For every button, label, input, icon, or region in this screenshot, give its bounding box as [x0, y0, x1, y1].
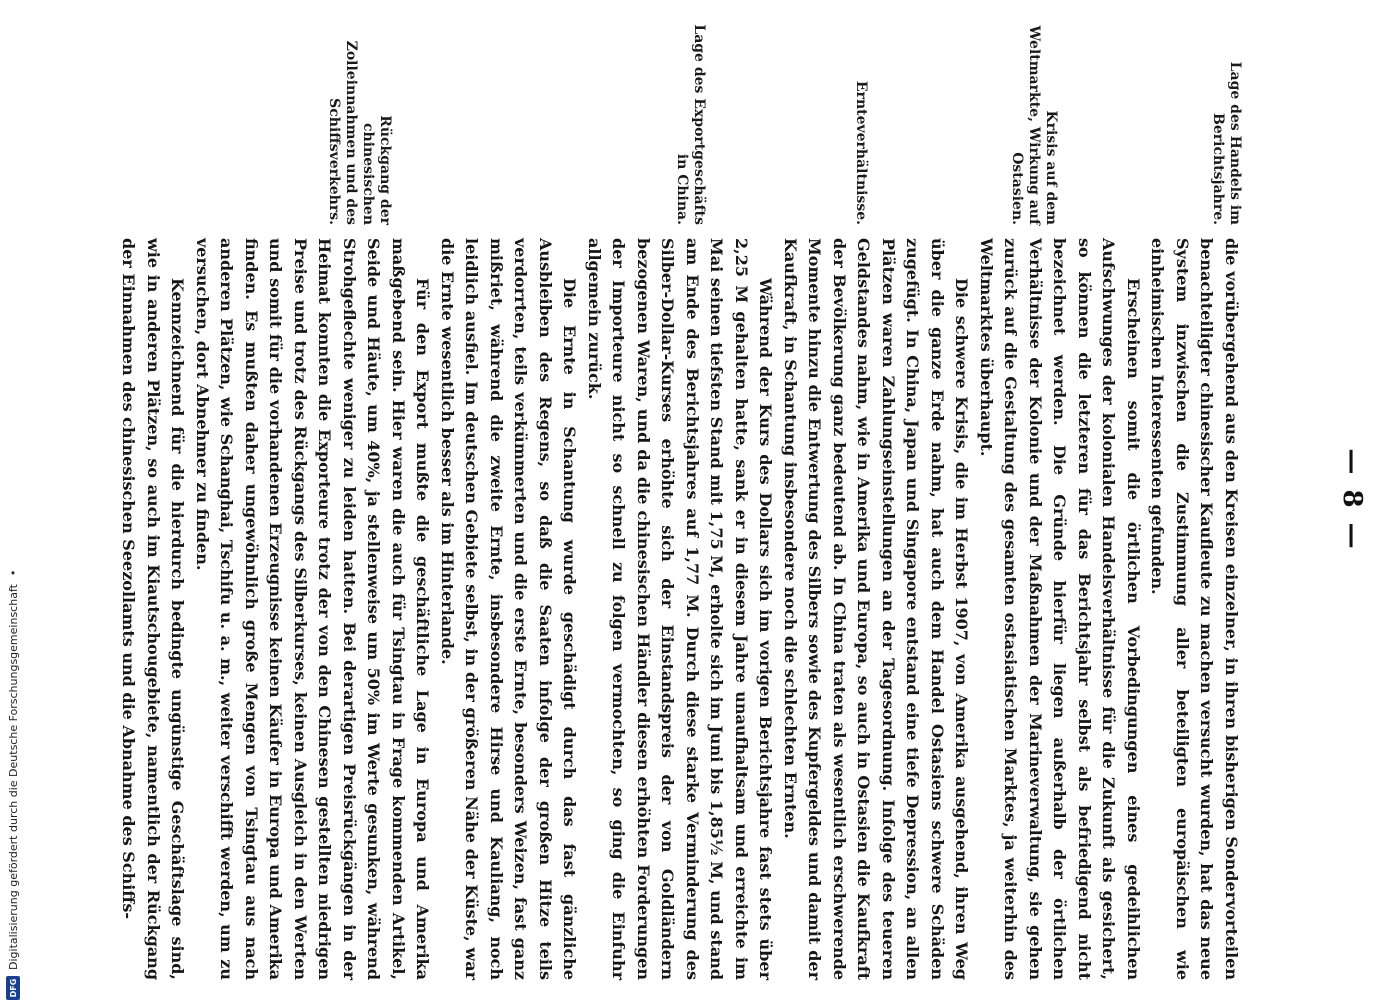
dfg-logo-icon: DFG: [6, 976, 20, 1000]
paragraph: Kennzeichnend für die hierdurch bedingte ungünstige Geschäftslage sind, wie in anderen Plätzen, so auch im Kiautschougebiete, namentlich der Rückgang der Einnahmen des chinesischen Seezollamts und die Abnahme des Schiffs-: [119, 238, 188, 980]
margin-note-export: Lage des Exportgeschäfts in China.: [674, 24, 707, 225]
paragraph: Erscheinen somit die örtlichen Vorbedingungen eines gedeihlichen Aufschwunges der kolonialen Handelsverhältnisse für die Zukunft als gesichert, so können die letzteren für das Berichtsjahr selbst als befriedigend nicht bezeichnet werden. Die Gründe hierfür liegen außerhalb der örtlichen Verhältnisse der Kolonie und der Maßnahmen der Marineverwaltung, sie gehen zurück auf die Gestaltung des gesamten ostasiatischen Marktes, ja weiterhin des Weltmarktes überhaupt.: [977, 238, 1143, 980]
paragraph: die vorübergehend aus den Kreisen einzelner, in ihren bisherigen Sondervorteilen benachteiligter chinesischer Kaufleute zu machen versucht wurden, hat das neue System inzwischen die Zustimmung aller beteiligten europäischen wie einheimischen Interessenten gefunden.: [1148, 238, 1241, 980]
paragraph: Die schwere Krisis, die im Herbst 1907, von Amerika ausgehend, ihren Weg über die ganze Erde nahm, hat auch dem Handel Ostasiens schwere Schäden zugefügt. In China, Japan und Singapore entstand eine tiefe Depression, an allen Plätzen waren Zahlungseinstellungen an der Tagesordnung. Infolge des teueren Geldstandes nahm, wie in Amerika und Europa, so auch in Ostasien die Kaufkraft der Bevölkerung ganz bedeutend ab. In China traten als wesentlich erschwerende Momente hinzu die Entwertung des Silbers sowie des Kupfergeldes und damit der Kaufkraft, in Schantung insbesondere noch die schlechten Ernten.: [781, 238, 972, 980]
credit-text: Digitalisierung gefördert durch die Deutsche Forschungsgemeinschaft: [6, 584, 20, 970]
paragraph: Während der Kurs des Dollars sich im vorigen Berichtsjahre fast stets über 2,25 M gehalten hatte, sank er in diesem Jahre unaufhaltsam und erreichte im Mai seinen tiefsten Stand mit 1,75 M, erholte sich im Juni bis 1,85½ M, und stand am Ende des Berichtsjahres auf 1,77 M. Durch diese starke Verminderung des Silber-Dollar-Kurses erhöhte sich der Einstandspreis der von Goldländern bezogenen Waren, und da die chinesischen Händler diesen erhöhten Forderungen der Importeure nicht so schnell zu folgen vermochten, so ging die Einfuhr allgemein zurück.: [585, 238, 776, 980]
margin-note-trade: Lage des Handels im Berichtsjahre.: [1210, 61, 1243, 225]
body-text: [116, 238, 1243, 980]
margin-note-harvest: Ernteverhältnisse.: [853, 80, 869, 225]
paragraph: Die Ernte in Schantung wurde geschädigt durch das fast gänzliche Ausbleiben des Regens, so daß die Saaten infolge der großen Hitze teils verdorrten, teils verkümmerten und die erste Ernte, besonders Weizen, fast ganz mißriet, während die zweite Ernte, insbesondere Hirse und Kauliang, noch leidlich ausfiel. Im deutschen Gebiete selbst, in der größeren Nähe der Küste, war die Ernte wesentlich besser als im Hinterlande.: [438, 238, 580, 980]
digitization-credit: [0, 0, 26, 1000]
margin-note-customs-decline: Rückgang der chinesischen Zolleinnahmen und des Schiffsverkehrs.: [326, 40, 393, 225]
credit-dot: •: [6, 569, 20, 577]
paragraph: Für den Export mußte die geschäftliche Lage in Europa und Amerika maßgebend sein. Hier waren die auch für Tsingtau in Frage kommenden Artikel, Seide und Häute, um 40%, ja stellenweise um 50% im Werte gesunken, während Strohgeflechte weniger zu leiden hatten. Bei derartigen Preisrückgängen in der Heimat konnten die Exporteure trotz der von den Chinesen gestellten niedrigen Preise und trotz des Rückgangs des Silberkurses, keinen Ausgleich in den Werten und somit für die vorhandenen Erzeugnisse keinen Käufer in Europa und Amerika finden. Es mußten daher ungewöhnlich große Mengen von Tsingtau aus nach anderen Plätzen, wie Schanghai, Tschifu u. a. m., weiter verschifft werden, um zu versuchen, dort Abnehmer zu finden.: [193, 238, 433, 980]
margin-note-crisis: Krisis auf dem Weltmarkte, Wirkung auf Ostasien.: [1009, 25, 1059, 225]
page-number: — 8 —: [1337, 448, 1367, 552]
